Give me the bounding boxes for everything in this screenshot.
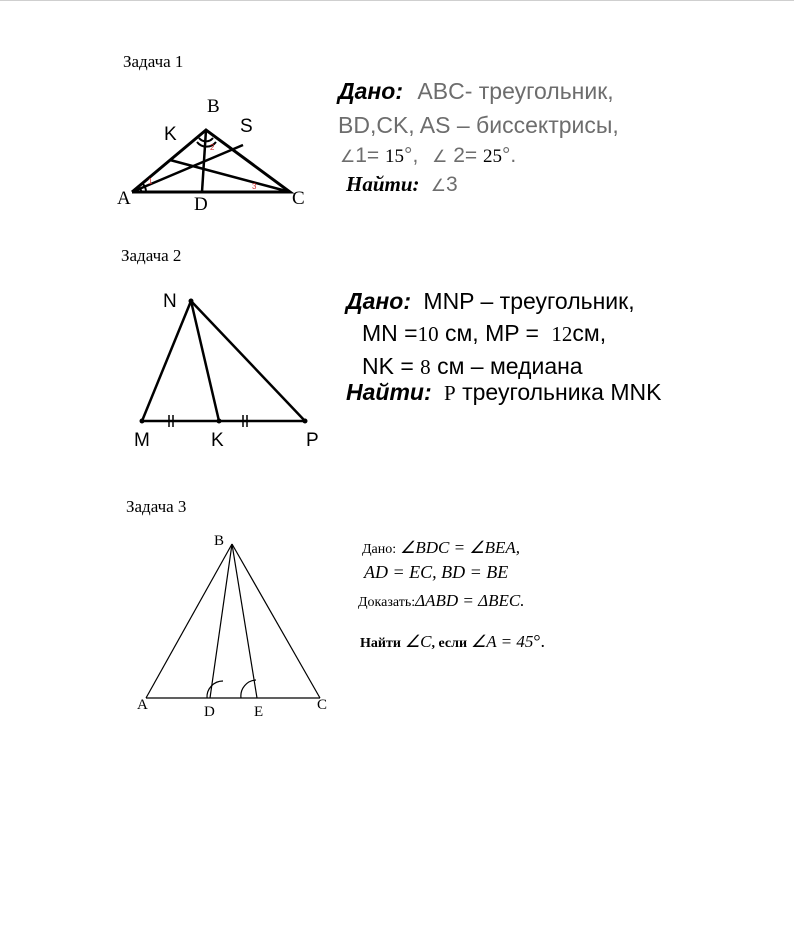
mn-label: MN = [362, 320, 418, 346]
task3-triangle-figure [135, 535, 335, 705]
angle1-value: 15 [385, 146, 405, 167]
given-line2: BD,CK, AS – биссектрисы, [338, 112, 619, 138]
side-mn [142, 301, 191, 421]
prove-label: Доказать: [358, 595, 416, 610]
task2-median [362, 353, 583, 380]
find-expr-3: ∠C [404, 632, 432, 651]
find-cond-expr: ∠A = 45 [471, 632, 534, 651]
mp-label: MP = [485, 320, 539, 346]
angle1-label: 1= [355, 144, 380, 167]
given-angles: ∠1= 15°, ∠ 2= 25°. [340, 144, 517, 167]
angle-icon-3: ∠ [430, 176, 447, 195]
mp-unit: см, [572, 320, 607, 346]
find-label: Найти [346, 172, 413, 196]
label-k2: K [211, 430, 224, 451]
angle-arc-e [241, 680, 256, 698]
segment-be [232, 544, 257, 698]
angle-num-2: 2 [210, 143, 215, 152]
task2-find [346, 379, 661, 406]
label-c: C [292, 188, 305, 209]
task3-find [360, 631, 545, 652]
nk-rest: см – медиана [437, 353, 583, 379]
angle-icon-2: ∠ [432, 147, 448, 166]
label-p: P [306, 430, 319, 451]
label-d: D [194, 194, 208, 215]
label-e3: E [254, 704, 264, 720]
prove-expr: ΔABD = ΔBEC. [415, 591, 525, 610]
angle-num-1: 1 [148, 177, 153, 186]
label-m: M [134, 430, 150, 451]
side-np [191, 301, 305, 421]
angle-num-3: 3 [252, 182, 257, 191]
label-k: K [164, 124, 177, 145]
median-nk [191, 301, 219, 421]
find-value: 3 [446, 173, 458, 196]
given-expr-3: ∠BDC = ∠BEA, [400, 538, 521, 557]
segment-bd [210, 544, 232, 698]
angle2-label: 2= [453, 144, 478, 167]
mp-value: 12 [551, 322, 573, 346]
side-bc [232, 544, 320, 698]
angle-icon: ∠ [340, 147, 356, 166]
task2-sides [362, 320, 606, 347]
label-d3: D [204, 704, 215, 720]
angle2-value: 25 [483, 146, 503, 167]
given-label-2: Дано: [346, 288, 412, 314]
given-label: Дано [338, 78, 396, 104]
label-b: B [207, 96, 220, 117]
label-c3: C [317, 697, 328, 713]
find-label-3: Найти [360, 636, 401, 651]
label-a: A [117, 188, 131, 209]
given-line1: ABC- треугольник, [417, 78, 614, 104]
task2-title: Задача 2 [121, 246, 182, 265]
task2-given [346, 288, 635, 315]
nk-label: NK = [362, 353, 414, 379]
task1-title: Задача 1 [123, 52, 184, 71]
bisector-ck [170, 160, 290, 192]
degree-mark: °. [533, 631, 546, 651]
label-b3: B [214, 533, 225, 549]
task3-given [362, 538, 520, 558]
mn-value: 10 [417, 322, 439, 346]
find-label-2: Найти: [346, 379, 432, 405]
label-a3: A [137, 697, 148, 713]
given-expr2-3: AD = EC, BD = BE [364, 562, 509, 582]
label-s: S [240, 116, 253, 137]
task1-given: Дано: ABC- треугольник, [338, 78, 614, 104]
task3-title: Задача 3 [126, 497, 187, 516]
top-border [0, 0, 794, 1]
task1-find: Найти: ∠3 [346, 172, 458, 196]
given-line1-2: MNP – треугольник, [423, 288, 635, 314]
given-label-3: Дано: [362, 542, 397, 557]
find-rest: треугольника MNK [462, 379, 662, 405]
nk-value: 8 [420, 355, 431, 379]
task3-prove [358, 591, 524, 611]
side-ab [146, 544, 232, 698]
find-cond: , если [431, 636, 468, 651]
task2-triangle-figure [130, 290, 320, 430]
mn-unit: см, [444, 320, 479, 346]
angle-arc-d [207, 681, 223, 698]
find-p: P [444, 381, 456, 405]
label-n: N [163, 291, 177, 312]
task3-given-2 [364, 562, 508, 583]
